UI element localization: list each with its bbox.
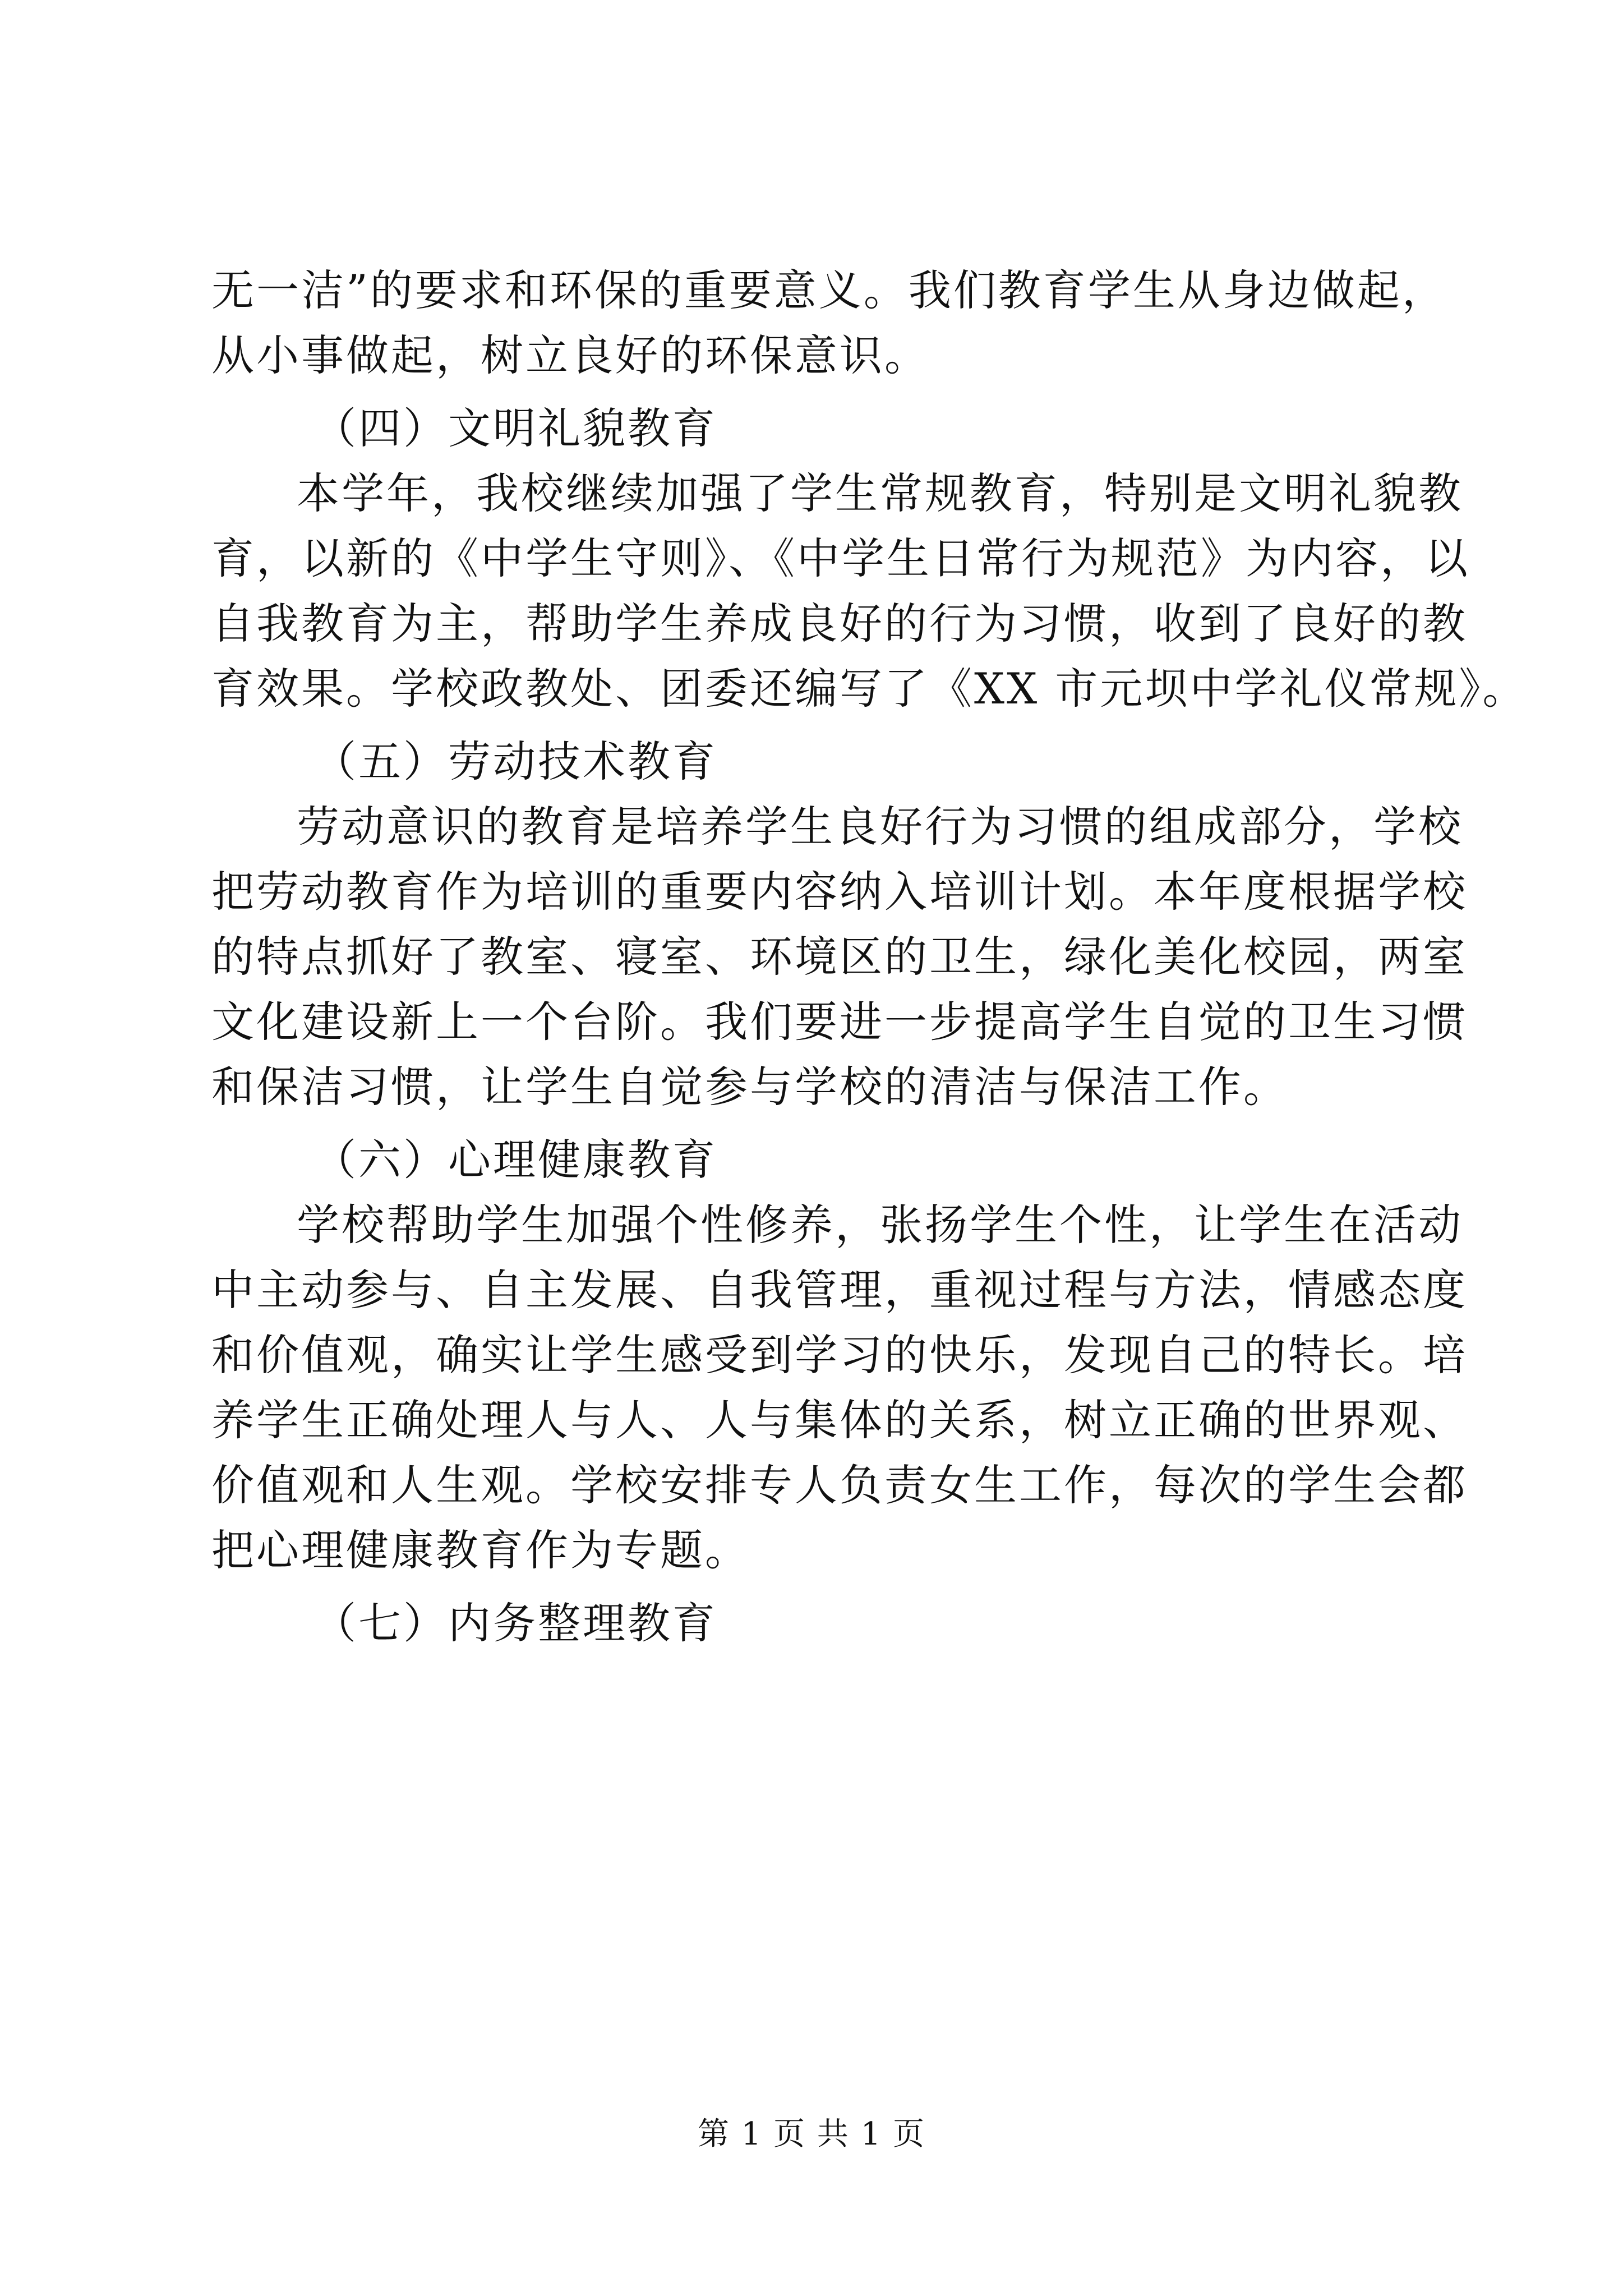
body-line: 和保洁习惯，让学生自觉参与学校的清洁与保洁工作。 bbox=[211, 1062, 1288, 1112]
body-line: 的特点抓好了教室、寝室、环境区的卫生，绿化美化校园，两室 bbox=[211, 932, 1468, 982]
section-heading: （六）心理健康教育 bbox=[313, 1135, 717, 1185]
body-line: 无一洁”的要求和环保的重要意义。我们教育学生从身边做起， bbox=[211, 265, 1447, 315]
body-line: 把劳动教育作为培训的重要内容纳入培训计划。本年度根据学校 bbox=[211, 867, 1468, 917]
body-line: 本学年，我校继续加强了学生常规教育，特别是文明礼貌教 bbox=[297, 468, 1463, 518]
body-line: 自我教育为主，帮助学生养成良好的行为习惯，收到了良好的教 bbox=[211, 599, 1468, 648]
body-line: 从小事做起，树立良好的环保意识。 bbox=[211, 330, 929, 380]
section-heading: （四）文明礼貌教育 bbox=[313, 403, 717, 453]
section-heading: （五）劳动技术教育 bbox=[313, 737, 717, 786]
body-line: 中主动参与、自主发展、自我管理，重视过程与方法，情感态度 bbox=[211, 1265, 1468, 1315]
body-line: 和价值观，确实让学生感受到学习的快乐，发现自己的特长。培 bbox=[211, 1330, 1468, 1380]
body-line: 劳动意识的教育是培养学生良好行为习惯的组成部分，学校 bbox=[297, 802, 1463, 852]
body-line: 价值观和人生观。学校安排专人负责女生工作，每次的学生会都 bbox=[211, 1460, 1468, 1510]
body-line: 育效果。学校政教处、团委还编写了《XX 市元坝中学礼仪常规》。 bbox=[211, 664, 1528, 714]
document-body bbox=[211, 258, 1528, 1656]
body-line: 把心理健康教育作为专题。 bbox=[211, 1525, 750, 1575]
body-line: 育，以新的《中学生守则》、《中学生日常行为规范》为内容，以 bbox=[211, 533, 1470, 583]
body-line: 文化建设新上一个台阶。我们要进一步提高学生自觉的卫生习惯 bbox=[211, 997, 1468, 1047]
body-line: 学校帮助学生加强个性修养，张扬学生个性，让学生在活动 bbox=[297, 1200, 1463, 1250]
section-heading: （七）内务整理教育 bbox=[313, 1598, 717, 1648]
page-footer: 第 1 页 共 1 页 bbox=[697, 2116, 926, 2152]
body-line: 养学生正确处理人与人、人与集体的关系，树立正确的世界观、 bbox=[211, 1395, 1468, 1445]
